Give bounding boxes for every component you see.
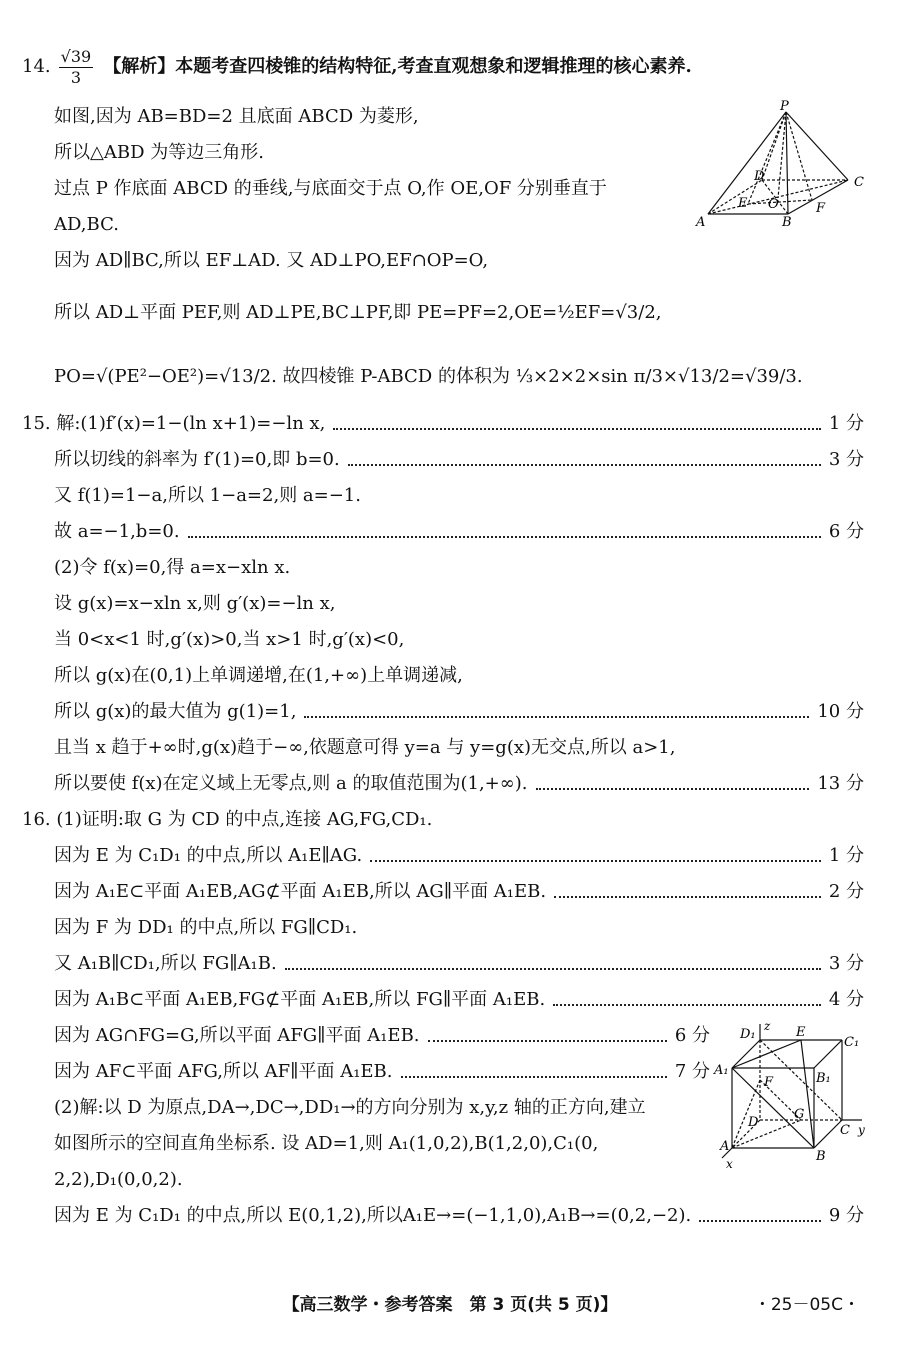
q16-line-text: 因为 E 为 C₁D₁ 的中点,所以 E(0,1,2),所以A₁E→=(−1,1,0),A₁B→=(0,2,−2). [54, 1205, 692, 1226]
q14-answer-fraction [59, 47, 94, 88]
score: 9 分 [828, 1205, 864, 1226]
q16-line [54, 1021, 710, 1051]
q14-line [54, 138, 710, 168]
q16-line-text: 因为 A₁B⊂平面 A₁EB,FG⊄平面 A₁EB,所以 FG∥平面 A₁EB. [54, 989, 546, 1010]
q15-line [54, 553, 864, 583]
score: 6 分 [828, 521, 864, 542]
q15-line-text: 又 f(1)=1−a,所以 1−a=2,则 a=−1. [54, 485, 361, 506]
cube-label: B₁ [816, 1071, 831, 1086]
score: 6 分 [674, 1025, 710, 1046]
q14-answer-denominator: 3 [70, 67, 82, 87]
q14-line-text: 过点 P 作底面 ABCD 的垂线,与底面交于点 O,作 OE,OF 分别垂直于 [54, 178, 607, 199]
pyramid-label: F [816, 201, 826, 216]
q16-line-text: 如图所示的空间直角坐标系. 设 AD=1,则 A₁(1,0,2),B(1,2,0),C₁(0, [54, 1133, 599, 1154]
score: 2 分 [828, 881, 864, 902]
q15-line [54, 445, 864, 475]
pyramid-figure [690, 100, 870, 232]
q16-line-text: 16. (1)证明:取 G 为 CD 的中点,连接 AG,FG,CD₁. [22, 809, 433, 830]
q15-line-text: 所以 g(x)的最大值为 g(1)=1, [54, 701, 297, 722]
dot-leader [553, 1002, 821, 1006]
q16-line [54, 877, 864, 907]
q15-line [22, 409, 864, 439]
q14-line-text: PO=√(PE²−OE²)=√13/2. 故四棱锥 P-ABCD 的体积为 ⅓×2×2×sin π/3×√13/2=√39/3. [54, 366, 803, 387]
score: 4 分 [828, 989, 864, 1010]
pyramid-label: B [782, 215, 792, 230]
cube-label: E [796, 1025, 806, 1040]
score: 1 分 [828, 413, 864, 434]
q15-line-text: 设 g(x)=x−xln x,则 g′(x)=−ln x, [54, 593, 336, 614]
q15-line-text: (2)令 f(x)=0,得 a=x−xln x. [54, 557, 291, 578]
cube-label: C₁ [844, 1035, 860, 1050]
q14-line-text: 所以 AD⊥平面 PEF,则 AD⊥PE,BC⊥PF,即 PE=PF=2,OE=½EF=√3/2, [54, 302, 662, 323]
pyramid-label: A [696, 215, 706, 230]
cube-label: C [840, 1123, 850, 1138]
cube-label: G [794, 1107, 805, 1122]
q16-line-text: 因为 E 为 C₁D₁ 的中点,所以 A₁E∥AG. [54, 845, 363, 866]
q16-line-text: 因为 A₁E⊂平面 A₁EB,AG⊄平面 A₁EB,所以 AG∥平面 A₁EB. [54, 881, 547, 902]
q16-line [54, 1165, 710, 1195]
q16-line-text: 因为 AF⊂平面 AFG,所以 AF∥平面 A₁EB. [54, 1061, 393, 1082]
q15-line-text: 所以 g(x)在(0,1)上单调递增,在(1,+∞)上单调递减, [54, 665, 463, 686]
q14-number: 14. [22, 56, 51, 77]
q16-line-text: 因为 AG∩FG=G,所以平面 AFG∥平面 A₁EB. [54, 1025, 420, 1046]
q14-line [54, 102, 710, 132]
q16-line [54, 1057, 710, 1087]
footer-code: ・25－05C・ [753, 1295, 860, 1315]
dot-leader [699, 1218, 821, 1222]
pyramid-label: O [768, 197, 779, 212]
dot-leader [304, 714, 809, 718]
cube-label: x [726, 1157, 733, 1171]
q15-line-text: 15. 解:(1)f′(x)=1−(ln x+1)=−ln x, [22, 413, 326, 434]
q15-line [54, 697, 864, 727]
dot-leader [370, 858, 821, 862]
dot-leader [554, 894, 821, 898]
q14-line-text: 所以△ABD 为等边三角形. [54, 142, 264, 163]
q14-line-text: 如图,因为 AB=BD=2 且底面 ABCD 为菱形, [54, 106, 419, 127]
score: 3 分 [828, 449, 864, 470]
page-footer [0, 1290, 900, 1320]
dot-leader [285, 966, 821, 970]
footer-page-info: 【高三数学・参考答案 第 3 页(共 5 页)】 [282, 1295, 618, 1315]
cube-label: A [720, 1139, 730, 1154]
score: 3 分 [828, 953, 864, 974]
pyramid-label: E [738, 196, 748, 211]
cube-label: F [764, 1075, 774, 1090]
score: 7 分 [674, 1061, 710, 1082]
q15-line [54, 733, 864, 763]
q16-line [22, 805, 864, 835]
q14-line [54, 298, 864, 328]
q16-line [54, 913, 864, 943]
q16-line [54, 841, 864, 871]
q15-line [54, 481, 864, 511]
q15-line-text: 当 0<x<1 时,g′(x)>0,当 x>1 时,g′(x)<0, [54, 629, 405, 650]
q15-line [54, 661, 864, 691]
q15-line-text: 所以要使 f(x)在定义域上无零点,则 a 的取值范围为(1,+∞). [54, 773, 528, 794]
dot-leader [188, 534, 821, 538]
q16-line [54, 985, 864, 1015]
q14-line-text: AD,BC. [54, 214, 119, 235]
q15-line [54, 589, 864, 619]
score: 10 分 [817, 701, 864, 722]
q16-line-text: (2)解:以 D 为原点,DA→,DC→,DD₁→的方向分别为 x,y,z 轴的正方向,建立 [54, 1097, 646, 1118]
q14-header [22, 46, 864, 87]
q15-line-text: 故 a=−1,b=0. [54, 521, 180, 542]
q16-line [54, 1201, 864, 1231]
q14-line [54, 246, 864, 276]
q14-answer-numerator: √39 [60, 46, 92, 66]
cube-figure [712, 1018, 872, 1174]
cube-label: D₁ [740, 1027, 756, 1042]
q15-line-text: 且当 x 趋于+∞时,g(x)趋于−∞,依题意可得 y=a 与 y=g(x)无交点,所以 a>1, [54, 737, 676, 758]
q14-analysis: 【解析】本题考查四棱锥的结构特征,考查直观想象和逻辑推理的核心素养. [103, 56, 692, 77]
q14-line [54, 210, 710, 240]
q14-line-text: 因为 AD∥BC,所以 EF⊥AD. 又 AD⊥PO,EF∩OP=O, [54, 250, 489, 271]
q14-line [54, 174, 710, 204]
pyramid-label: P [780, 100, 789, 114]
q15-line-text: 所以切线的斜率为 f′(1)=0,即 b=0. [54, 449, 340, 470]
dot-leader [348, 462, 821, 466]
cube-label: z [764, 1019, 771, 1033]
q15-line [54, 625, 864, 655]
dot-leader [428, 1038, 667, 1042]
cube-label: A₁ [714, 1063, 729, 1078]
q15-line [54, 517, 864, 547]
cube-label: B [816, 1149, 826, 1164]
cube-label: D [748, 1115, 759, 1130]
cube-label: y [858, 1123, 865, 1137]
dot-leader [333, 426, 820, 430]
pyramid-label: C [854, 175, 864, 190]
dot-leader [401, 1074, 667, 1078]
q15-line [54, 769, 864, 799]
score: 1 分 [828, 845, 864, 866]
dot-leader [536, 786, 810, 790]
pyramid-label: D [754, 169, 765, 184]
q16-line-text: 又 A₁B∥CD₁,所以 FG∥A₁B. [54, 953, 277, 974]
q16-line [54, 1093, 710, 1123]
q16-line [54, 949, 864, 979]
q14-line [54, 362, 864, 392]
q16-line-text: 因为 F 为 DD₁ 的中点,所以 FG∥CD₁. [54, 917, 358, 938]
score: 13 分 [817, 773, 864, 794]
q16-line [54, 1129, 710, 1159]
q16-line-text: 2,2),D₁(0,0,2). [54, 1169, 183, 1190]
